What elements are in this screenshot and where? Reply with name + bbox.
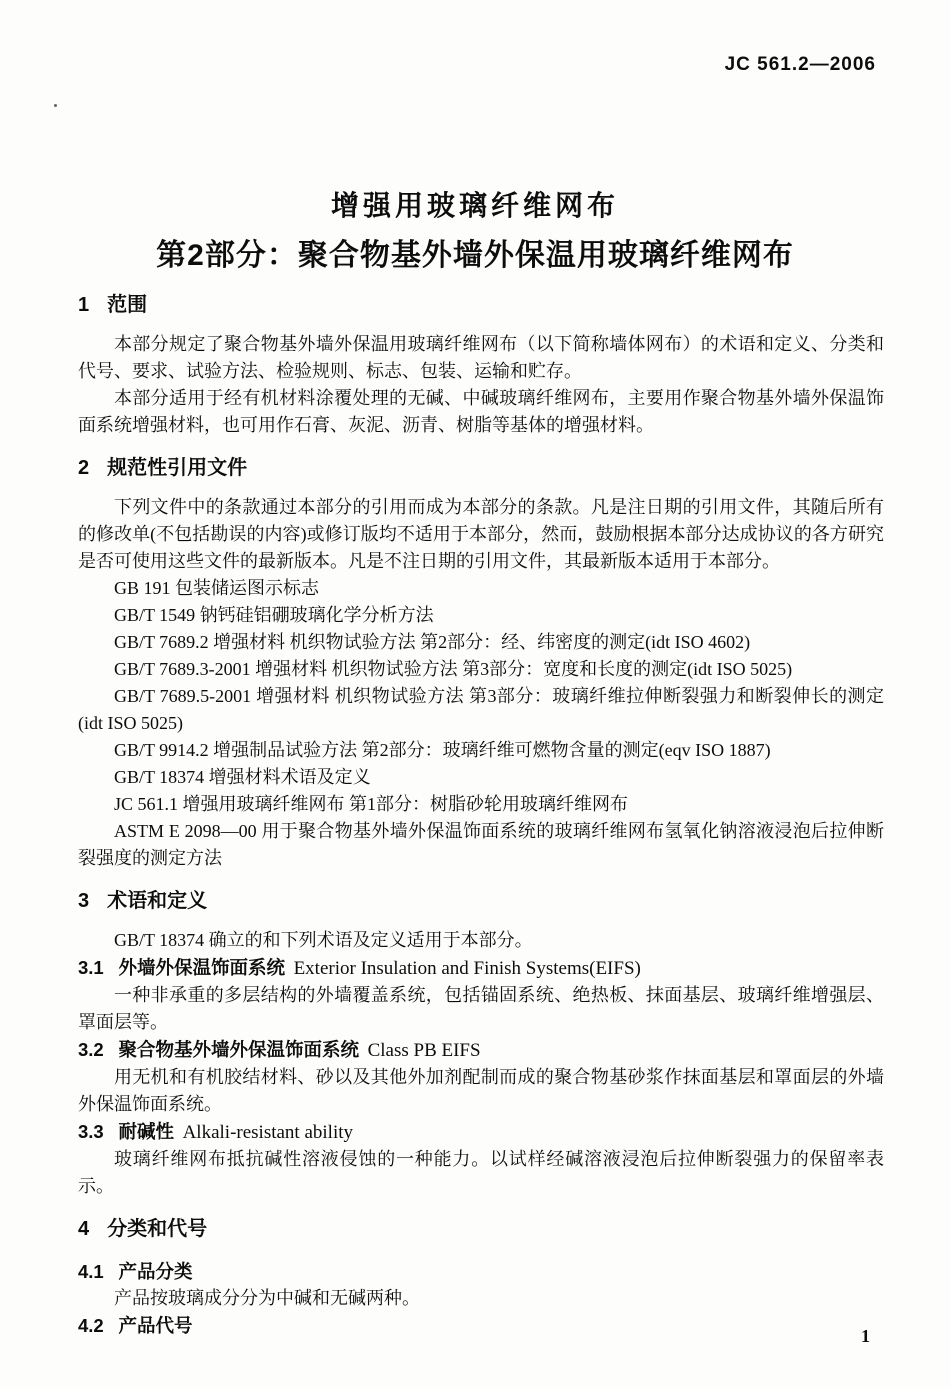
clause-title: 外墙外保温饰面系统 bbox=[118, 957, 286, 978]
paragraph: 玻璃纤维网布抵抗碱性溶液侵蚀的一种能力。以试样经碱溶液浸泡后拉伸断裂强力的保留率表示。 bbox=[78, 1149, 884, 1196]
clause-title: 分类和代号 bbox=[107, 1218, 208, 1240]
reference-entry: GB 191 包装储运图示标志 bbox=[114, 578, 320, 598]
clause-title: 聚合物基外墙外保温饰面系统 bbox=[118, 1039, 360, 1060]
subclause-heading bbox=[78, 1312, 884, 1339]
clause-number: 3 bbox=[78, 890, 90, 912]
clause-heading bbox=[78, 1216, 884, 1243]
clause-title: 规范性引用文件 bbox=[107, 457, 248, 479]
reference-entry: ASTM E 2098—00 用于聚合物基外墙外保温饰面系统的玻璃纤维网布氢氧化钠溶液浸泡后拉伸断裂强度的测定方法 bbox=[78, 821, 884, 868]
subclause-heading bbox=[78, 1118, 884, 1146]
paragraph: 下列文件中的条款通过本部分的引用而成为本部分的条款。凡是注日期的引用文件，其随后所有的修改单(不包括勘误的内容)或修订版均不适用于本部分，然而，鼓励根据本部分达成协议的各方研究是否可使用这些文件的最新版本。凡是不注日期的引用文件，其最新版本适用于本部分。 bbox=[78, 497, 884, 571]
doc-title-line2: 第2部分：聚合物基外墙外保温用玻璃纤维网布 bbox=[156, 239, 794, 272]
paragraph: GB/T 18374 确立的和下列术语及定义适用于本部分。 bbox=[114, 930, 533, 950]
scan-artifact-dot bbox=[54, 104, 57, 107]
clause-title-en: Class PB EIFS bbox=[367, 1040, 481, 1061]
clause-heading bbox=[78, 292, 884, 319]
clause-title-en: Alkali-resistant ability bbox=[182, 1122, 354, 1143]
paragraph: 产品按玻璃成分分为中碱和无碱两种。 bbox=[114, 1288, 420, 1308]
clause-title-en: Exterior Insulation and Finish Systems(EIFS) bbox=[293, 958, 641, 979]
reference-entry: GB/T 18374 增强材料术语及定义 bbox=[114, 767, 371, 787]
clause-number: 3.2 bbox=[78, 1039, 104, 1060]
subclause-heading bbox=[78, 1258, 884, 1285]
clause-number: 4 bbox=[78, 1218, 90, 1240]
clause-number: 2 bbox=[78, 457, 90, 479]
clause-number: 4.1 bbox=[78, 1261, 104, 1282]
reference-entry: GB/T 9914.2 增强制品试验方法 第2部分：玻璃纤维可燃物含量的测定(eqv ISO 1887) bbox=[114, 740, 771, 760]
reference-entry: JC 561.1 增强用玻璃纤维网布 第1部分：树脂砂轮用玻璃纤维网布 bbox=[114, 794, 629, 814]
clause-title: 范围 bbox=[107, 294, 148, 316]
clause-number: 3.3 bbox=[78, 1121, 104, 1142]
paragraph: 一种非承重的多层结构的外墙覆盖系统，包括锚固系统、绝热板、抹面基层、玻璃纤维增强层、罩面层等。 bbox=[78, 985, 884, 1032]
paragraph: 本部分规定了聚合物基外墙外保温用玻璃纤维网布（以下简称墙体网布）的术语和定义、分类和代号、要求、试验方法、检验规则、标志、包装、运输和贮存。 bbox=[78, 334, 884, 381]
reference-entry: GB/T 7689.2 增强材料 机织物试验方法 第2部分：经、纬密度的测定(idt ISO 4602) bbox=[114, 632, 751, 652]
reference-entry: GB/T 1549 钠钙硅铝硼玻璃化学分析方法 bbox=[114, 605, 434, 625]
page-number: 1 bbox=[861, 1326, 870, 1346]
paragraph: 用无机和有机胶结材料、砂以及其他外加剂配制而成的聚合物基砂浆作抹面基层和罩面层的外墙外保温饰面系统。 bbox=[78, 1067, 884, 1114]
clause-number: 4.2 bbox=[78, 1315, 104, 1336]
document-body bbox=[78, 292, 884, 1339]
clause-number: 3.1 bbox=[78, 957, 104, 978]
clause-number: 1 bbox=[78, 294, 90, 316]
reference-entry: GB/T 7689.5-2001 增强材料 机织物试验方法 第3部分：玻璃纤维拉伸断裂强力和断裂伸长的测定(idt ISO 5025) bbox=[78, 686, 884, 733]
doc-number: JC 561.2—2006 bbox=[724, 54, 876, 75]
clause-title: 术语和定义 bbox=[107, 890, 208, 912]
clause-title: 产品分类 bbox=[118, 1261, 193, 1282]
paragraph: 本部分适用于经有机材料涂覆处理的无碱、中碱玻璃纤维网布，主要用作聚合物基外墙外保温饰面系统增强材料，也可用作石膏、灰泥、沥青、树脂等基体的增强材料。 bbox=[78, 388, 884, 435]
clause-heading bbox=[78, 455, 884, 482]
subclause-heading bbox=[78, 1036, 884, 1064]
clause-title: 产品代号 bbox=[118, 1315, 193, 1336]
subclause-heading bbox=[78, 954, 884, 982]
clause-title: 耐碱性 bbox=[118, 1121, 175, 1142]
reference-entry: GB/T 7689.3-2001 增强材料 机织物试验方法 第3部分：宽度和长度的测定(idt ISO 5025) bbox=[114, 659, 793, 679]
clause-heading bbox=[78, 888, 884, 915]
doc-title-line1: 增强用玻璃纤维网布 bbox=[330, 190, 619, 221]
